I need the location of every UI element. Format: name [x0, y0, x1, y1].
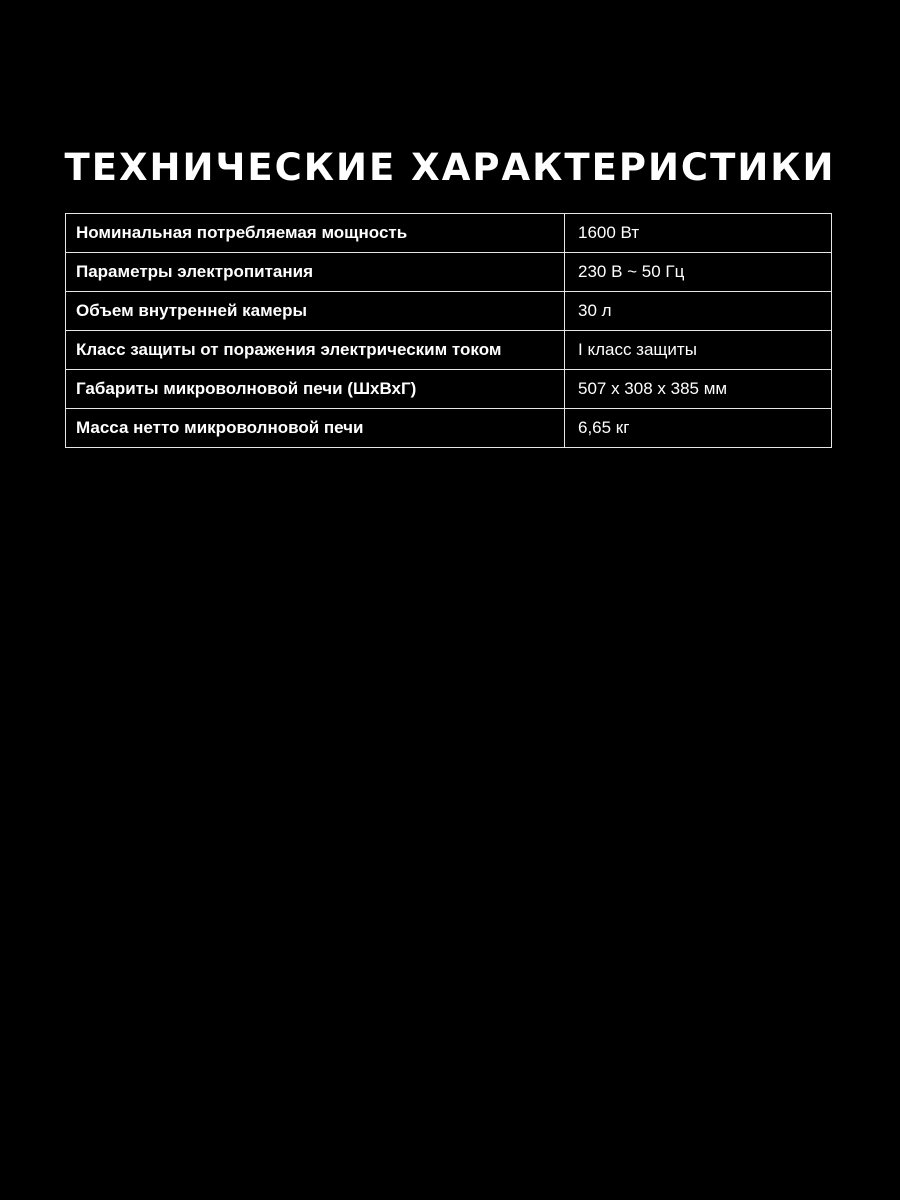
spec-value: 30 л — [565, 292, 832, 331]
specifications-table — [65, 213, 832, 448]
table-row — [66, 370, 832, 409]
spec-label: Объем внутренней камеры — [66, 292, 565, 331]
spec-value: I класс защиты — [565, 331, 832, 370]
table-row — [66, 331, 832, 370]
spec-value: 6,65 кг — [565, 409, 832, 448]
spec-label: Класс защиты от поражения электрическим током — [66, 331, 565, 370]
page-title: ТЕХНИЧЕСКИЕ ХАРАКТЕРИСТИКИ — [64, 146, 836, 189]
table-row — [66, 292, 832, 331]
spec-label: Номинальная потребляемая мощность — [66, 214, 565, 253]
spec-label: Масса нетто микроволновой печи — [66, 409, 565, 448]
table-row — [66, 409, 832, 448]
spec-label: Габариты микроволновой печи (ШхВхГ) — [66, 370, 565, 409]
spec-value: 230 В ~ 50 Гц — [565, 253, 832, 292]
table-row — [66, 214, 832, 253]
spec-value: 507 x 308 x 385 мм — [565, 370, 832, 409]
table-row — [66, 253, 832, 292]
spec-value: 1600 Вт — [565, 214, 832, 253]
spec-label: Параметры электропитания — [66, 253, 565, 292]
